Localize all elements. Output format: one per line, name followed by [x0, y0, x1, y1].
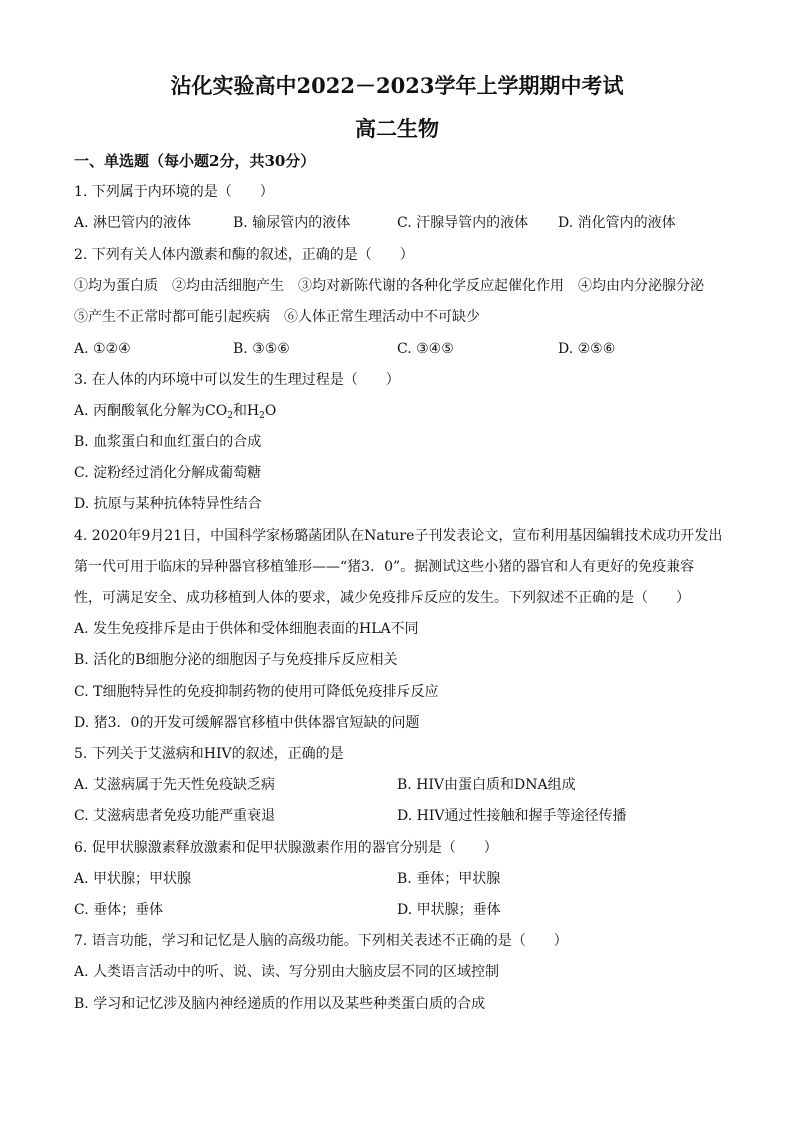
q5-option-c: C. 艾滋病患者免疫功能严重衰退: [74, 808, 276, 824]
q1-stem: 1. 下列属于内环境的是（ ）: [74, 184, 274, 200]
q6-option-b: B. 垂体；甲状腺: [397, 871, 501, 887]
q6-option-c: C. 垂体；垂体: [74, 902, 164, 918]
exam-subject: 高二生物: [355, 116, 439, 141]
q2-option-c: C. ③④⑤: [397, 341, 454, 357]
q4-option-b: B. 活化的B细胞分泌的细胞因子与免疫排斥反应相关: [74, 652, 398, 668]
q4-option-d: D. 猪3．0的开发可缓解器官移植中供体器官短缺的问题: [74, 715, 420, 731]
q2-option-d: D. ②⑤⑥: [558, 341, 616, 357]
q7-option-a: A. 人类语言活动中的听、说、读、写分别由大脑皮层不同的区域控制: [74, 964, 500, 980]
q3-option-b: B. 血浆蛋白和血红蛋白的合成: [74, 434, 262, 450]
q6-option-d: D. 甲状腺；垂体: [397, 902, 501, 918]
q5-stem: 5. 下列关于艾滋病和HIV的叙述，正确的是: [74, 746, 344, 762]
q5-option-a: A. 艾滋病属于先天性免疫缺乏病: [74, 777, 276, 793]
q4-stem-line-2: 第一代可用于临床的异种器官移植雏形——“猪3．0”。据测试这些小猪的器官和人有更好的免疫兼容: [74, 559, 695, 575]
q3-option-d: D. 抗原与某种抗体特异性结合: [74, 496, 262, 512]
q2-option-a: A. ①②④: [74, 341, 131, 357]
q3-option-a: A. 丙酮酸氧化分解为$CO_2$和$H_2O$: [74, 403, 277, 421]
q2-statements-1: ①均为蛋白质 ②均由活细胞产生 ③均对新陈代谢的各种化学反应起催化作用 ④均由内分泌腺分泌: [74, 278, 704, 294]
q5-option-b: B. HIV由蛋白质和DNA组成: [397, 777, 576, 793]
q1-option-c: C. 汗腺导管内的液体: [397, 215, 529, 231]
q1-option-a: A. 淋巴管内的液体: [74, 215, 192, 231]
q5-option-d: D. HIV通过性接触和握手等途径传播: [397, 808, 627, 824]
q2-stem: 2. 下列有关人体内激素和酶的叙述，正确的是（ ）: [74, 247, 414, 263]
q1-option-b: B. 输尿管内的液体: [233, 215, 351, 231]
q2-option-b: B. ③⑤⑥: [233, 341, 290, 357]
q3-option-c: C. 淀粉经过消化分解成葡萄糖: [74, 465, 262, 481]
q4-option-c: C. T细胞特异性的免疫抑制药物的使用可降低免疫排斥反应: [74, 684, 439, 700]
exam-title: 沾化实验高中2022－2023学年上学期期中考试: [170, 73, 624, 98]
q7-option-b: B. 学习和记忆涉及脑内神经递质的作用以及某些种类蛋白质的合成: [74, 996, 486, 1012]
q2-statements-2: ⑤产生不正常时都可能引起疾病 ⑥人体正常生理活动中不可缺少: [74, 309, 480, 325]
q6-stem: 6. 促甲状腺激素释放激素和促甲状腺激素作用的器官分别是（ ）: [74, 840, 498, 856]
q4-option-a: A. 发生免疫排斥是由于供体和受体细胞表面的HLA不同: [74, 621, 419, 637]
q1-option-d: D. 消化管内的液体: [558, 215, 676, 231]
q7-stem: 7. 语言功能，学习和记忆是人脑的高级功能。下列相关表述不正确的是（ ）: [74, 933, 568, 949]
section-heading: 一、单选题（每小题2分，共30分）: [74, 152, 316, 170]
q6-option-a: A. 甲状腺；甲状腺: [74, 871, 192, 887]
q4-stem-line-1: 4. 2020年9月21日，中国科学家杨璐菡团队在Nature子刊发表论文，宣布利用基因编辑技术成功开发出: [74, 528, 723, 544]
q4-stem-line-3: 性，可满足安全、成功移植到人体的要求，减少免疫排斥反应的发生。下列叙述不正确的是（ ）: [74, 590, 690, 606]
q3-stem: 3. 在人体的内环境中可以发生的生理过程是（ ）: [74, 372, 400, 388]
